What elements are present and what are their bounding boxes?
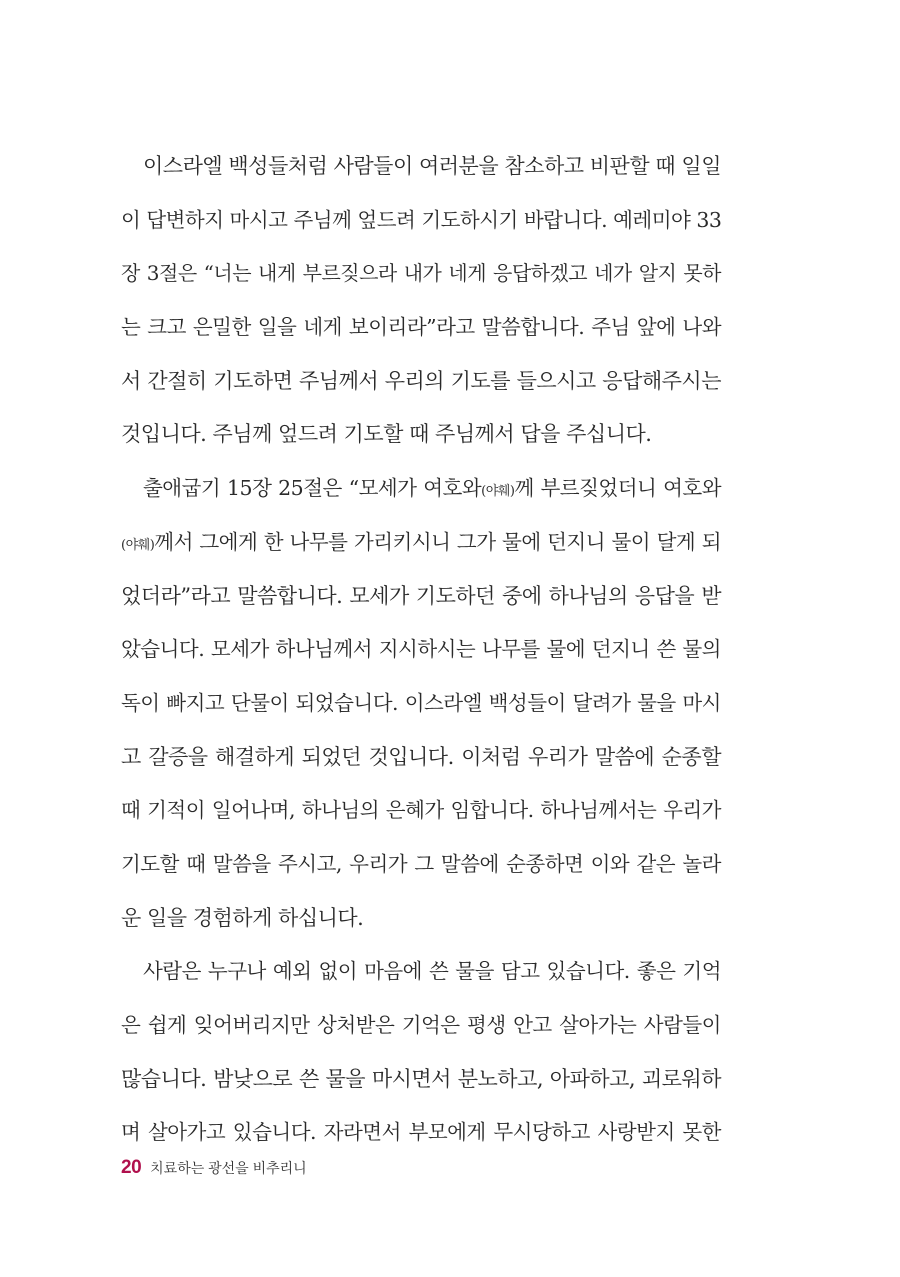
text-line [121, 516, 721, 570]
text-fragment: 께 부르짖었더니 여호와 [514, 476, 722, 501]
text-line: 며 살아가고 있습니다. 자라면서 부모에게 무시당하고 사랑받지 못한 [121, 1120, 721, 1145]
body-text [121, 140, 721, 1160]
text-line: 이 답변하지 마시고 주님께 엎드려 기도하시기 바랍니다. 예레미야 33 [121, 207, 722, 232]
text-line: 것입니다. 주님께 엎드려 기도할 때 주님께서 답을 주십니다. [121, 422, 652, 447]
text-line: 때 기적이 일어나며, 하나님의 은혜가 임합니다. 하나님께서는 우리가 [121, 798, 721, 823]
text-line [121, 462, 721, 516]
annotation-yahweh: (야훼) [481, 484, 515, 500]
text-line: 장 3절은 “너는 내게 부르짖으라 내가 네게 응답하겠고 네가 알지 못하 [121, 261, 721, 286]
book-title: 치료하는 광선을 비추리니 [150, 1160, 307, 1176]
page-footer [121, 1157, 307, 1187]
text-fragment: 께서 그에게 한 나무를 가리키시니 그가 물에 던지니 물이 달게 되 [154, 529, 721, 554]
text-line: 운 일을 경험하게 하십니다. [121, 905, 364, 930]
text-line: 서 간절히 기도하면 주님께서 우리의 기도를 들으시고 응답해주시는 [121, 368, 721, 393]
text-line: 많습니다. 밤낮으로 쓴 물을 마시면서 분노하고, 아파하고, 괴로워하 [121, 1066, 721, 1091]
text-fragment: 출애굽기 15장 25절은 “모세가 여호와 [143, 476, 482, 501]
text-line: 사람은 누구나 예외 없이 마음에 쓴 물을 담고 있습니다. 좋은 기억 [143, 959, 721, 984]
text-line: 이스라엘 백성들처럼 사람들이 여러분을 참소하고 비판할 때 일일 [143, 154, 721, 178]
text-line: 기도할 때 말씀을 주시고, 우리가 그 말씀에 순종하면 이와 같은 놀라 [121, 851, 721, 876]
text-line: 는 크고 은밀한 일을 네게 보이리라”라고 말씀합니다. 주님 앞에 나와 [121, 315, 721, 340]
text-line: 었더라”라고 말씀합니다. 모세가 기도하던 중에 하나님의 응답을 받 [121, 583, 721, 608]
annotation-yahweh: (야훼) [121, 537, 155, 553]
text-line: 독이 빠지고 단물이 되었습니다. 이스라엘 백성들이 달려가 물을 마시 [121, 690, 721, 715]
text-line: 은 쉽게 잊어버리지만 상처받은 기억은 평생 안고 살아가는 사람들이 [121, 1013, 721, 1037]
text-line: 고 갈증을 해결하게 되었던 것입니다. 이처럼 우리가 말씀에 순종할 [121, 744, 721, 769]
text-line: 았습니다. 모세가 하나님께서 지시하시는 나무를 물에 던지니 쓴 물의 [121, 637, 721, 662]
page-number: 20 [121, 1157, 142, 1178]
